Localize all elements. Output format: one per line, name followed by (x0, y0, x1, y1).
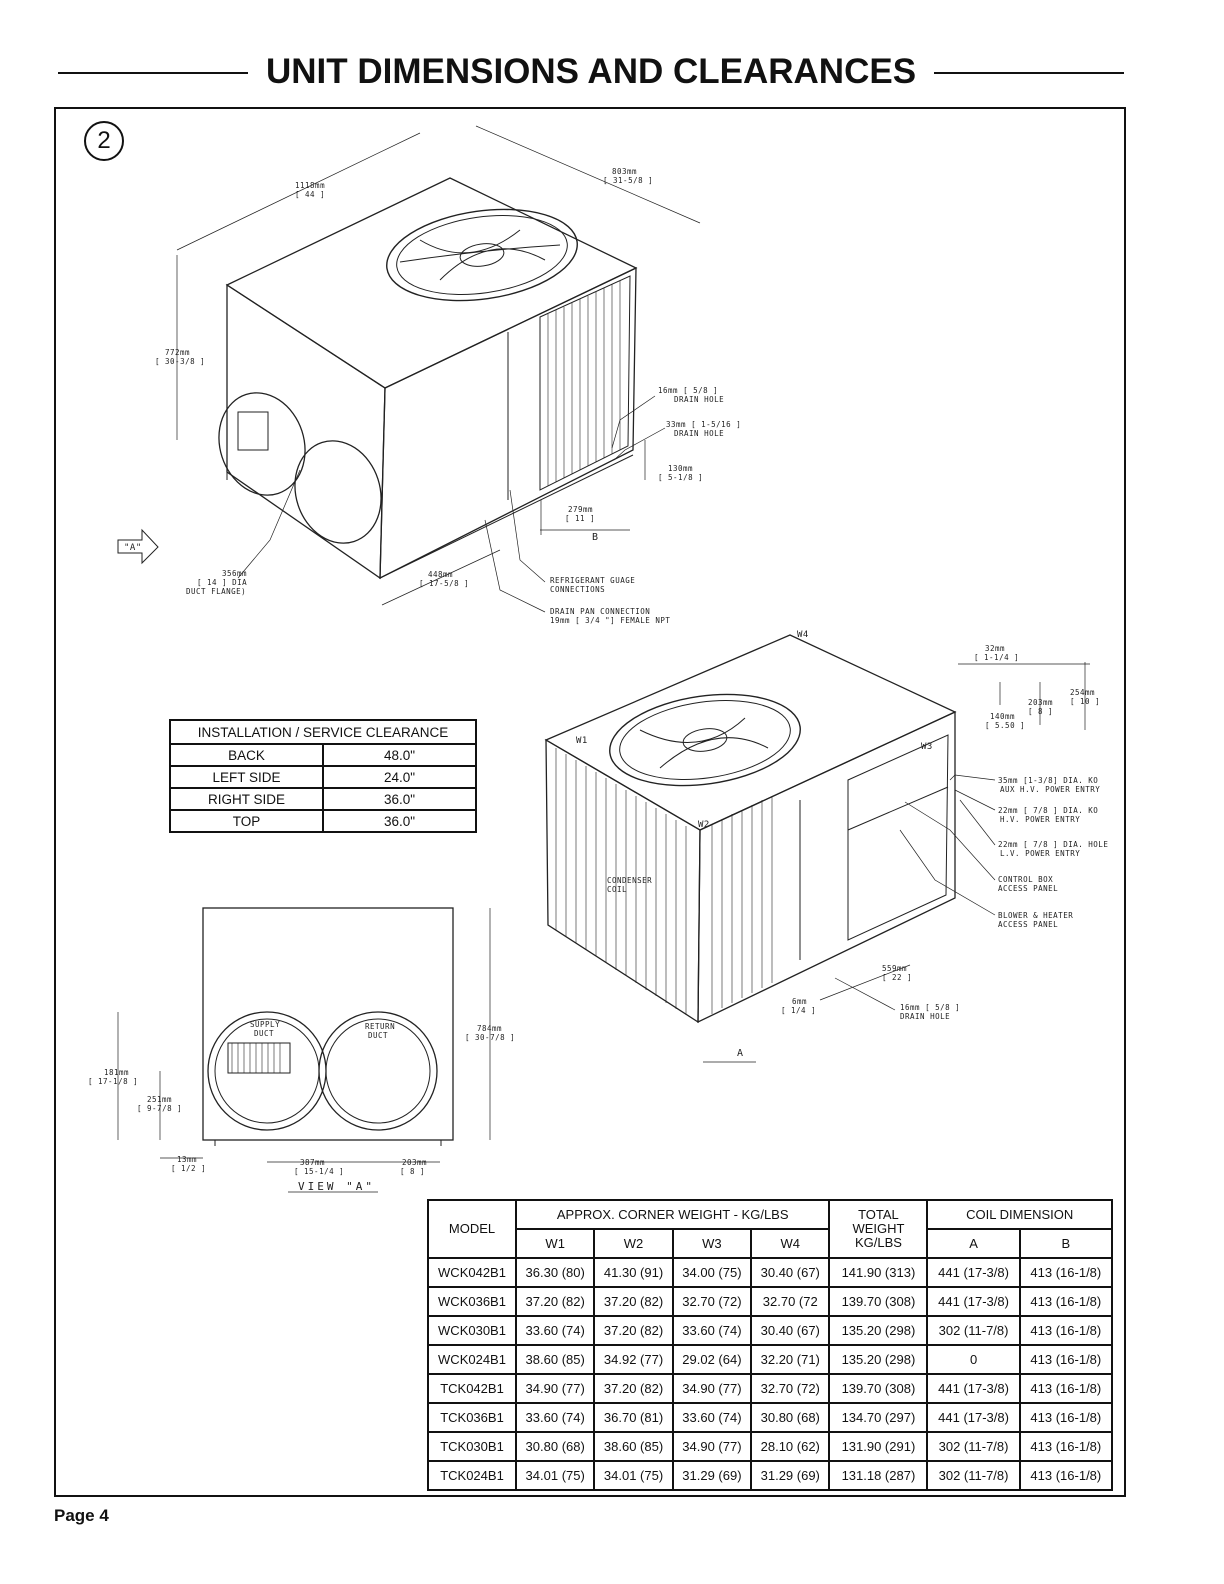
cell-coil-a: 441 (17-3/8) (927, 1374, 1019, 1403)
table-row (170, 766, 476, 788)
cell-w3: 29.02 (64) (673, 1345, 751, 1374)
label-view-a: VIEW "A" (298, 1180, 375, 1193)
label-refrig-2: CONNECTIONS (550, 585, 606, 594)
label-height-mm: 772mm (165, 348, 191, 357)
table-row (428, 1258, 1112, 1287)
header-a: A (927, 1229, 1019, 1258)
label-ctrl-a: CONTROL BOX (998, 875, 1054, 884)
label-top-width-mm: 1118mm (295, 181, 326, 190)
table-row (428, 1374, 1112, 1403)
label-height-in: [ 30-3/8 ] (155, 357, 206, 366)
cell-total-weight: 139.70 (308) (829, 1287, 927, 1316)
cell-coil-a: 441 (17-3/8) (927, 1287, 1019, 1316)
label-duct-356: 356mm (222, 569, 248, 578)
label-refrig-1: REFRIGERANT GUAGE (550, 576, 636, 585)
label-drain-33: 33mm [ 1-5/16 ] (666, 420, 742, 429)
label-w2: W2 (698, 820, 710, 830)
cell-w3: 33.60 (74) (673, 1316, 751, 1345)
label-251-in: [ 9-7/8 ] (137, 1104, 183, 1113)
label-6-mm: 6mm (792, 997, 808, 1006)
clearance-side: TOP (170, 810, 323, 832)
label-130-mm: 130mm (668, 464, 694, 473)
label-32-mm: 32mm (985, 644, 1006, 653)
cell-w1: 34.90 (77) (516, 1374, 594, 1403)
label-448-mm: 448mm (428, 570, 454, 579)
cell-total-weight: 135.20 (298) (829, 1345, 927, 1374)
label-drain-16b: DRAIN HOLE (674, 395, 725, 404)
clearance-value: 24.0" (323, 766, 476, 788)
cell-w1: 36.30 (80) (516, 1258, 594, 1287)
cell-w2: 34.92 (77) (594, 1345, 672, 1374)
cell-w2: 37.20 (82) (594, 1287, 672, 1316)
label-drain-33b: DRAIN HOLE (674, 429, 725, 438)
cell-total-weight: 139.70 (308) (829, 1374, 927, 1403)
cell-w4: 30.40 (67) (751, 1258, 829, 1287)
label-559-mm: 559mm (882, 964, 908, 973)
cell-w4: 32.70 (72 (751, 1287, 829, 1316)
table-row (428, 1316, 1112, 1345)
cell-model: TCK042B1 (428, 1374, 516, 1403)
cell-coil-b: 413 (16-1/8) (1020, 1432, 1112, 1461)
cell-w4: 30.40 (67) (751, 1316, 829, 1345)
label-w3: W3 (921, 742, 933, 752)
table-row (170, 744, 476, 766)
cell-w1: 33.60 (74) (516, 1316, 594, 1345)
header-w2: W2 (594, 1229, 672, 1258)
cell-w3: 34.00 (75) (673, 1258, 751, 1287)
header-model: MODEL (428, 1200, 516, 1258)
cell-w1: 34.01 (75) (516, 1461, 594, 1490)
label-drain-16d: DRAIN HOLE (900, 1012, 951, 1021)
label-top-depth-in: [ 31-5/8 ] (603, 176, 654, 185)
upper-unit-drawing (118, 126, 700, 612)
label-181-mm: 181mm (104, 1068, 130, 1077)
cell-coil-b: 413 (16-1/8) (1020, 1287, 1112, 1316)
label-140-mm: 140mm (990, 712, 1016, 721)
figure-number: 2 (84, 121, 124, 161)
clearance-header: INSTALLATION / SERVICE CLEARANCE (170, 720, 476, 744)
cell-model: WCK036B1 (428, 1287, 516, 1316)
cell-model: WCK024B1 (428, 1345, 516, 1374)
label-top-width-in: [ 44 ] (295, 190, 326, 199)
label-supply-b: DUCT (254, 1029, 275, 1038)
table-row (170, 810, 476, 832)
label-130-in: [ 5-1/8 ] (658, 473, 704, 482)
clearance-table (169, 719, 477, 833)
cell-coil-b: 413 (16-1/8) (1020, 1316, 1112, 1345)
table-row (428, 1345, 1112, 1374)
clearance-side: RIGHT SIDE (170, 788, 323, 810)
cell-w3: 34.90 (77) (673, 1374, 751, 1403)
label-203-in: [ 8 ] (1028, 707, 1054, 716)
label-ko-35b: AUX H.V. POWER ENTRY (1000, 785, 1101, 794)
cell-w3: 31.29 (69) (673, 1461, 751, 1490)
label-279-mm: 279mm (568, 505, 594, 514)
header-coil-dimension: COIL DIMENSION (927, 1200, 1112, 1229)
cell-w1: 33.60 (74) (516, 1403, 594, 1432)
label-hole-22a: 22mm [ 7/8 ] DIA. HOLE (998, 840, 1109, 849)
cell-w3: 32.70 (72) (673, 1287, 751, 1316)
label-hole-22b: L.V. POWER ENTRY (1000, 849, 1081, 858)
label-view-a-arrow: "A" (124, 543, 142, 553)
label-supply-a: SUPPLY (250, 1020, 281, 1029)
cell-w2: 41.30 (91) (594, 1258, 672, 1287)
cell-w1: 38.60 (85) (516, 1345, 594, 1374)
cell-total-weight: 134.70 (297) (829, 1403, 927, 1432)
cell-model: TCK030B1 (428, 1432, 516, 1461)
label-duct-356c: DUCT FLANGE) (186, 587, 247, 596)
cell-w3: 34.90 (77) (673, 1432, 751, 1461)
table-row (428, 1403, 1112, 1432)
label-blower-b: ACCESS PANEL (998, 920, 1059, 929)
label-13-mm: 13mm (177, 1155, 198, 1164)
clearance-side: BACK (170, 744, 323, 766)
cell-w2: 34.01 (75) (594, 1461, 672, 1490)
clearance-value: 36.0" (323, 810, 476, 832)
label-254-in: [ 10 ] (1070, 697, 1101, 706)
cell-w2: 38.60 (85) (594, 1432, 672, 1461)
label-drain-16: 16mm [ 5/8 ] (658, 386, 719, 395)
label-387-in: [ 15-1/4 ] (294, 1167, 345, 1176)
header-w3: W3 (673, 1229, 751, 1258)
label-b: B (592, 532, 599, 543)
cell-total-weight: 131.90 (291) (829, 1432, 927, 1461)
cell-coil-a: 441 (17-3/8) (927, 1403, 1019, 1432)
label-559-in: [ 22 ] (882, 973, 913, 982)
label-251-mm: 251mm (147, 1095, 173, 1104)
label-279-in: [ 11 ] (565, 514, 596, 523)
label-203-mm: 203mm (1028, 698, 1054, 707)
label-cond-b: COIL (607, 885, 628, 894)
label-duct-356b: [ 14 ] DIA (197, 578, 248, 587)
weight-table (427, 1199, 1113, 1491)
cell-w4: 32.70 (72) (751, 1374, 829, 1403)
label-drain-pan-1: DRAIN PAN CONNECTION (550, 607, 651, 616)
label-top-depth-mm: 803mm (612, 167, 638, 176)
page-title-text: UNIT DIMENSIONS AND CLEARANCES (252, 52, 930, 91)
table-row (428, 1432, 1112, 1461)
header-total-weight: TOTAL WEIGHT KG/LBS (829, 1200, 927, 1258)
label-ko-22b: H.V. POWER ENTRY (1000, 815, 1081, 824)
label-448-in: [ 17-5/8 ] (419, 579, 470, 588)
label-a: A (737, 1048, 744, 1059)
label-203b-mm: 203mm (402, 1158, 428, 1167)
cell-coil-a: 0 (927, 1345, 1019, 1374)
table-row (428, 1287, 1112, 1316)
cell-w4: 30.80 (68) (751, 1403, 829, 1432)
header-b: B (1020, 1229, 1112, 1258)
label-6-in: [ 1/4 ] (781, 1006, 817, 1015)
cell-w2: 36.70 (81) (594, 1403, 672, 1432)
page-number: Page 4 (54, 1506, 109, 1525)
label-drain-16c: 16mm [ 5/8 ] (900, 1003, 961, 1012)
label-w4: W4 (797, 630, 809, 640)
label-32-in: [ 1-1/4 ] (974, 653, 1020, 662)
cell-coil-a: 441 (17-3/8) (927, 1258, 1019, 1287)
label-w1: W1 (576, 736, 588, 746)
label-140-in: [ 5.50 ] (985, 721, 1026, 730)
label-784-mm: 784mm (477, 1024, 503, 1033)
header-corner-weight: APPROX. CORNER WEIGHT - KG/LBS (516, 1200, 829, 1229)
cell-coil-a: 302 (11-7/8) (927, 1316, 1019, 1345)
label-return-a: RETURN (365, 1022, 396, 1031)
clearance-side: LEFT SIDE (170, 766, 323, 788)
cell-w3: 33.60 (74) (673, 1403, 751, 1432)
clearance-value: 36.0" (323, 788, 476, 810)
label-ko-35a: 35mm [1-3/8] DIA. KO (998, 776, 1099, 785)
table-row (428, 1461, 1112, 1490)
cell-coil-b: 413 (16-1/8) (1020, 1461, 1112, 1490)
cell-w4: 31.29 (69) (751, 1461, 829, 1490)
label-254-mm: 254mm (1070, 688, 1096, 697)
cell-w4: 28.10 (62) (751, 1432, 829, 1461)
label-cond-a: CONDENSER (607, 876, 653, 885)
cell-coil-b: 413 (16-1/8) (1020, 1258, 1112, 1287)
label-203b-in: [ 8 ] (400, 1167, 426, 1176)
cell-w2: 37.20 (82) (594, 1374, 672, 1403)
label-181-in: [ 17-1/8 ] (88, 1077, 139, 1086)
cell-w1: 30.80 (68) (516, 1432, 594, 1461)
clearance-value: 48.0" (323, 744, 476, 766)
cell-coil-b: 413 (16-1/8) (1020, 1374, 1112, 1403)
header-w4: W4 (751, 1229, 829, 1258)
cell-model: WCK042B1 (428, 1258, 516, 1287)
label-784-in: [ 30-7/8 ] (465, 1033, 516, 1042)
cell-model: TCK024B1 (428, 1461, 516, 1490)
cell-coil-a: 302 (11-7/8) (927, 1432, 1019, 1461)
cell-coil-a: 302 (11-7/8) (927, 1461, 1019, 1490)
label-387-mm: 387mm (300, 1158, 326, 1167)
cell-w2: 37.20 (82) (594, 1316, 672, 1345)
drawing-labels (88, 167, 1108, 1193)
cell-model: WCK030B1 (428, 1316, 516, 1345)
table-row (170, 788, 476, 810)
cell-coil-b: 413 (16-1/8) (1020, 1345, 1112, 1374)
label-ctrl-b: ACCESS PANEL (998, 884, 1059, 893)
view-a-drawing (118, 908, 490, 1192)
label-return-b: DUCT (368, 1031, 389, 1040)
weight-table-body (428, 1258, 1112, 1490)
label-13-in: [ 1/2 ] (171, 1164, 207, 1173)
cell-total-weight: 135.20 (298) (829, 1316, 927, 1345)
cell-model: TCK036B1 (428, 1403, 516, 1432)
label-ko-22a: 22mm [ 7/8 ] DIA. KO (998, 806, 1099, 815)
cell-w4: 32.20 (71) (751, 1345, 829, 1374)
label-blower-a: BLOWER & HEATER (998, 911, 1074, 920)
label-drain-pan-2: 19mm [ 3/4 "] FEMALE NPT (550, 616, 671, 625)
cell-total-weight: 131.18 (287) (829, 1461, 927, 1490)
cell-total-weight: 141.90 (313) (829, 1258, 927, 1287)
cell-w1: 37.20 (82) (516, 1287, 594, 1316)
cell-coil-b: 413 (16-1/8) (1020, 1403, 1112, 1432)
header-w1: W1 (516, 1229, 594, 1258)
